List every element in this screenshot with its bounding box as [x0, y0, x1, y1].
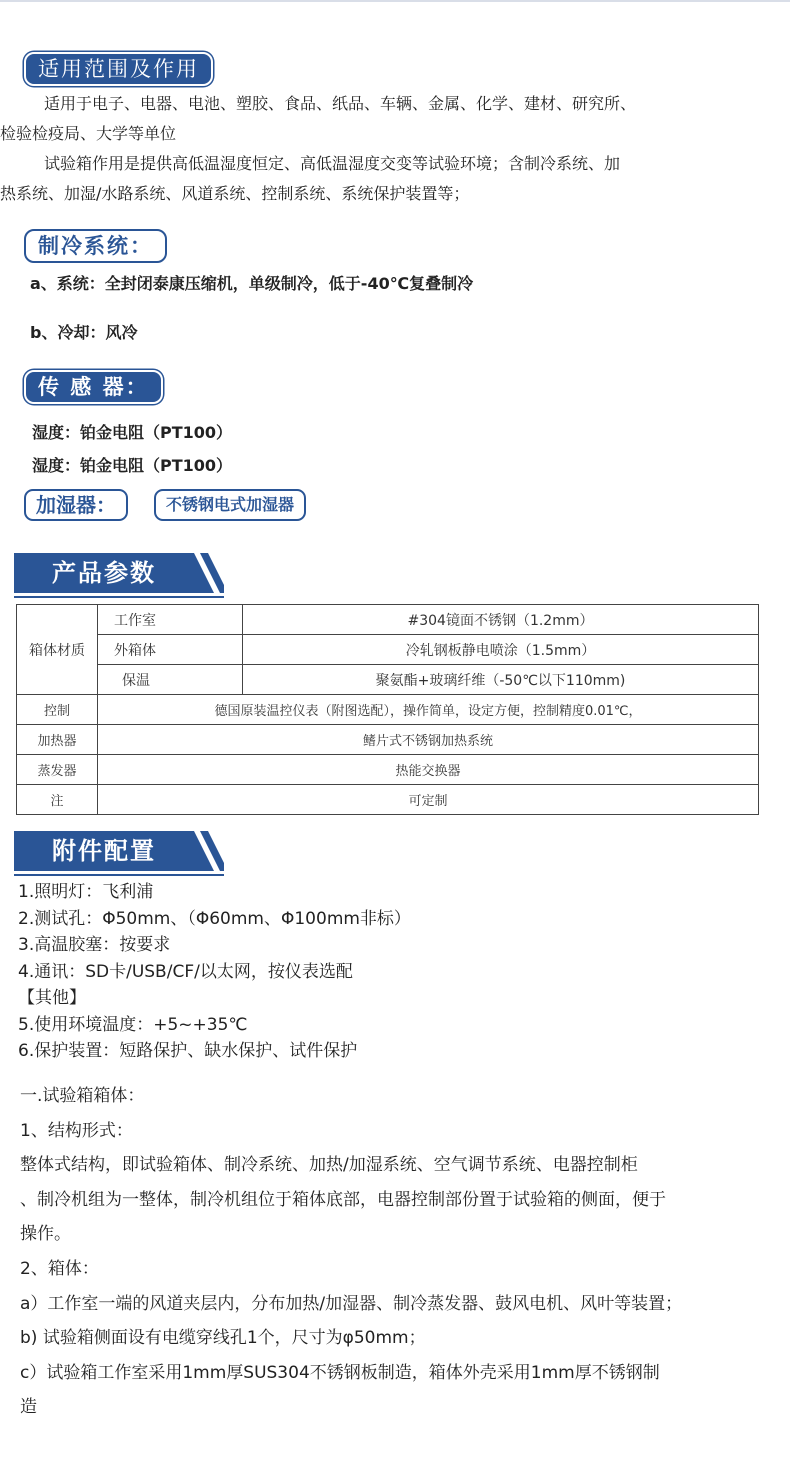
params-banner: [14, 553, 224, 599]
material-val-insulation: 聚氨酯+玻璃纤维（-50℃以下110mm): [243, 665, 759, 695]
refrigeration-cooling-line: b、冷却：风冷: [30, 323, 138, 342]
control-label: 控制: [17, 695, 98, 725]
table-row: [17, 785, 759, 815]
scope-p1-line2: 检验检疫局、大学等单位: [0, 124, 177, 143]
humidifier-header: 加湿器：: [24, 489, 128, 521]
list-item: a）工作室一端的风道夹层内，分布加热/加湿器、制冷蒸发器、鼓风电机、风叶等装置；: [20, 1293, 683, 1314]
heater-value: 鳍片式不锈钢加热系统: [98, 725, 759, 755]
material-val-workroom: #304镜面不锈钢（1.2mm）: [243, 605, 759, 635]
sensor-line-2: 湿度：铂金电阻（PT100）: [32, 456, 233, 475]
humidifier-value: 不锈钢电式加湿器: [154, 489, 306, 521]
note-label: 注: [17, 785, 98, 815]
table-row: [17, 605, 759, 635]
refrigeration-system-line: a、系统：全封闭泰康压缩机，单级制冷，低于-40℃复叠制冷: [30, 274, 474, 293]
cabinet-description: [20, 1079, 780, 1425]
evaporator-value: 热能交换器: [98, 755, 759, 785]
list-item: 1、结构形式：: [20, 1120, 133, 1141]
list-item: 4.通讯：SD卡/USB/CF/以太网，按仪表选配: [18, 961, 353, 982]
list-item: 2、箱体：: [20, 1258, 99, 1279]
list-item: 造: [20, 1397, 37, 1418]
table-row: [17, 755, 759, 785]
accessories-title: 附件配置: [52, 837, 156, 865]
scope-p1-line1: 适用于电子、电器、电池、塑胶、食品、纸品、车辆、金属、化学、建材、研究所、: [44, 94, 637, 113]
table-row: [17, 725, 759, 755]
list-item: 操作。: [20, 1224, 71, 1245]
top-divider: [0, 0, 790, 2]
list-item: 【其他】: [18, 988, 86, 1008]
list-item: 3.高温胶塞：按要求: [18, 935, 171, 955]
material-sub-workroom: 工作室: [98, 605, 243, 635]
table-row: [17, 695, 759, 725]
sensor-header: 传 感 器：: [24, 370, 163, 404]
scope-p2-line2: 热系统、加湿/水路系统、风道系统、控制系统、系统保护装置等；: [0, 184, 470, 203]
evaporator-label: 蒸发器: [17, 755, 98, 785]
accessories-banner: [14, 831, 224, 877]
list-item: 1.照明灯：飞利浦: [18, 882, 154, 902]
list-item: 6.保护装置：短路保护、缺水保护、试件保护: [18, 1041, 358, 1061]
list-item: b) 试验箱侧面设有电缆穿线孔1个，尺寸为φ50mm；: [20, 1328, 426, 1349]
note-value: 可定制: [98, 785, 759, 815]
list-item: c）试验箱工作室采用1mm厚SUS304不锈钢板制造，箱体外壳采用1mm厚不锈钢制: [20, 1362, 660, 1383]
scope-paragraph-1: [0, 89, 777, 149]
table-row: [17, 665, 759, 695]
accessories-list: [18, 879, 411, 1065]
refrigeration-header: 制冷系统：: [24, 229, 167, 263]
material-sub-insulation: 保温: [98, 665, 243, 695]
list-item: 2.测试孔：Φ50mm、（Φ60mm、Φ100mm非标）: [18, 908, 411, 929]
sensor-line-1: 湿度：铂金电阻（PT100）: [32, 423, 233, 442]
params-title: 产品参数: [52, 559, 156, 587]
params-table: [16, 604, 759, 815]
list-item: 5.使用环境温度：+5~+35℃: [18, 1014, 248, 1035]
box-material-label: 箱体材质: [17, 605, 98, 695]
material-sub-outer: 外箱体: [98, 635, 243, 665]
control-value: 德国原装温控仪表（附图选配），操作简单，设定方便，控制精度0.01℃，: [98, 695, 759, 725]
scope-p2-line1: 试验箱作用是提供高低温湿度恒定、高低温湿度交变等试验环境；含制冷系统、加: [44, 154, 621, 173]
list-item: 、制冷机组为一整体，制冷机组位于箱体底部，电器控制部份置于试验箱的侧面，便于: [20, 1189, 666, 1210]
heater-label: 加热器: [17, 725, 98, 755]
list-item: 整体式结构，即试验箱体、制冷系统、加热/加湿系统、空气调节系统、电器控制柜: [20, 1155, 638, 1176]
scope-paragraph-2: [0, 149, 777, 209]
table-row: [17, 635, 759, 665]
list-item: 一.试验箱箱体：: [20, 1086, 145, 1106]
material-val-outer: 冷轧钢板静电喷涂（1.5mm）: [243, 635, 759, 665]
scope-header: 适用范围及作用: [24, 52, 213, 86]
